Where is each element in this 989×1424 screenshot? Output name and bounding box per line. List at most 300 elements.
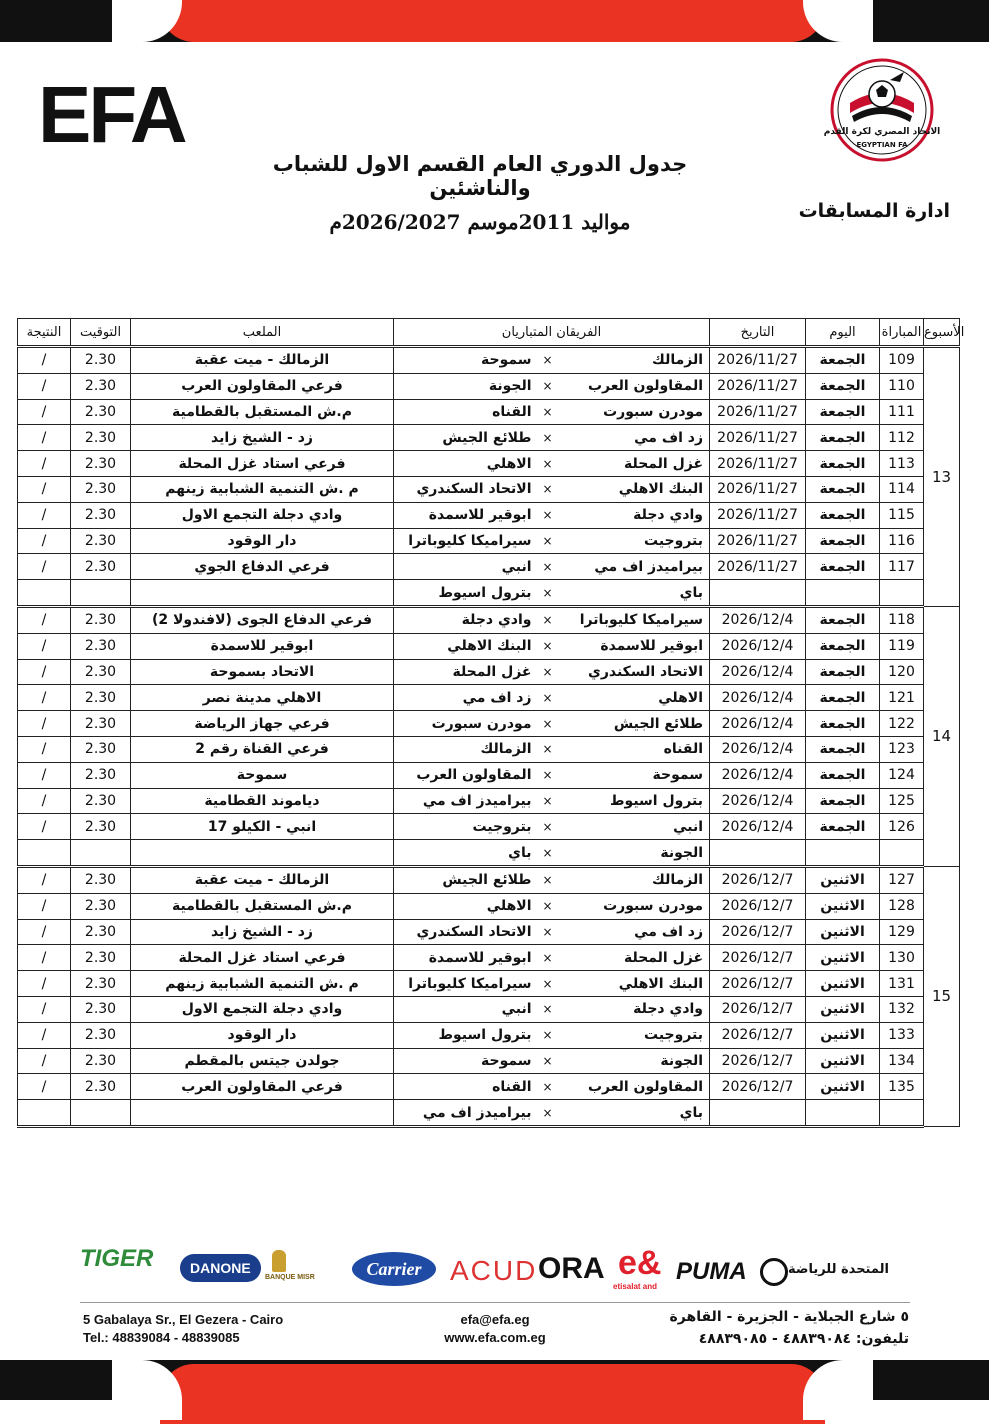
day-cell: الجمعة	[806, 425, 880, 451]
address-ar-line2: تليفون: ٤٨٨٣٩٠٨٤ - ٤٨٨٣٩٠٨٥	[698, 1331, 909, 1347]
time-cell: 2.30	[71, 425, 131, 451]
table-row	[18, 476, 960, 502]
home-team-cell: زد اف مي	[558, 425, 710, 451]
date-cell: 2026/12/7	[710, 1048, 806, 1074]
result-cell: /	[18, 788, 71, 814]
day-cell: الاثنين	[806, 866, 880, 893]
day-cell: الجمعة	[806, 347, 880, 374]
time-cell: 2.30	[71, 633, 131, 659]
time-cell: 2.30	[71, 762, 131, 788]
home-team-cell: باي	[558, 580, 710, 607]
stadium-cell: فرعي الدفاع الجوى (لافندولا 2)	[131, 606, 394, 633]
result-cell: /	[18, 1048, 71, 1074]
match-number-cell: 134	[880, 1048, 924, 1074]
away-team-cell: سيراميكا كليوباترا	[394, 971, 538, 997]
table-row	[18, 996, 960, 1022]
match-number-cell: 110	[880, 373, 924, 399]
match-number-cell: 113	[880, 451, 924, 477]
time-cell: 2.30	[71, 893, 131, 919]
col-stadium: الملعب	[131, 319, 394, 347]
date-cell: 2026/12/4	[710, 606, 806, 633]
week-number-cell: 13	[924, 347, 960, 607]
stadium-cell: فرعي المقاولون العرب	[131, 1074, 394, 1100]
home-team-cell: بتروجيت	[558, 528, 710, 554]
home-team-cell: سيراميكا كليوباترا	[558, 606, 710, 633]
table-row	[18, 528, 960, 554]
stadium-cell: زد - الشيخ زايد	[131, 425, 394, 451]
table-row	[18, 554, 960, 580]
away-team-cell: بترول اسيوط	[394, 1022, 538, 1048]
result-cell: /	[18, 633, 71, 659]
result-cell: /	[18, 659, 71, 685]
versus-mark: ×	[538, 606, 558, 633]
result-cell: /	[18, 528, 71, 554]
versus-mark: ×	[538, 945, 558, 971]
schedule-table	[17, 318, 965, 1128]
time-cell: 2.30	[71, 476, 131, 502]
time-cell: 2.30	[71, 814, 131, 840]
versus-mark: ×	[538, 866, 558, 893]
time-cell: 2.30	[71, 685, 131, 711]
day-cell: الجمعة	[806, 476, 880, 502]
date-cell: 2026/12/4	[710, 788, 806, 814]
department-label: ادارة المسابقات	[798, 200, 950, 222]
stadium-cell	[131, 580, 394, 607]
time-cell: 2.30	[71, 1048, 131, 1074]
date-cell: 2026/12/4	[710, 736, 806, 762]
time-cell: 2.30	[71, 347, 131, 374]
sponsor-acud: ACUD	[450, 1255, 538, 1286]
date-cell: 2026/12/7	[710, 866, 806, 893]
away-team-cell: الاهلي	[394, 451, 538, 477]
stadium-cell: جولدن جيتس بالمقطم	[131, 1048, 394, 1074]
bottom-decor-band	[0, 1360, 989, 1400]
day-cell: الجمعة	[806, 502, 880, 528]
home-team-cell: البنك الاهلي	[558, 476, 710, 502]
stadium-cell: الزمالك - ميت عقبة	[131, 347, 394, 374]
match-number-cell: 127	[880, 866, 924, 893]
home-team-cell: بترول اسيوط	[558, 788, 710, 814]
result-cell: /	[18, 347, 71, 374]
away-team-cell: انبي	[394, 554, 538, 580]
footer-website: www.efa.com.eg	[444, 1330, 546, 1345]
united-sports-icon	[760, 1258, 788, 1286]
table-row	[18, 1048, 960, 1074]
match-number-cell	[880, 1100, 924, 1127]
date-cell: 2026/12/7	[710, 1022, 806, 1048]
match-number-cell: 126	[880, 814, 924, 840]
result-cell: /	[18, 919, 71, 945]
date-cell: 2026/12/4	[710, 659, 806, 685]
top-band-cutout-left	[112, 0, 182, 42]
match-number-cell	[880, 840, 924, 867]
table-row	[18, 919, 960, 945]
away-team-cell: ابوقير للاسمدة	[394, 502, 538, 528]
day-cell	[806, 580, 880, 607]
table-row	[18, 814, 960, 840]
match-number-cell: 133	[880, 1022, 924, 1048]
away-team-cell: ابوقير للاسمدة	[394, 945, 538, 971]
away-team-cell: القناه	[394, 399, 538, 425]
result-cell: /	[18, 971, 71, 997]
result-cell: /	[18, 399, 71, 425]
col-date: التاريخ	[710, 319, 806, 347]
time-cell: 2.30	[71, 373, 131, 399]
day-cell: الجمعة	[806, 736, 880, 762]
date-cell: 2026/12/7	[710, 971, 806, 997]
stadium-cell: فرعي المقاولون العرب	[131, 373, 394, 399]
stadium-cell: م.ش المستقبل بالقطامية	[131, 893, 394, 919]
home-team-cell: غزل المحلة	[558, 451, 710, 477]
result-cell: /	[18, 685, 71, 711]
away-team-cell: زد اف مي	[394, 685, 538, 711]
date-cell: 2026/11/27	[710, 554, 806, 580]
bottom-band-cutout-right	[803, 1360, 873, 1420]
sponsor-united-sports: المتحدة للرياضة	[788, 1262, 889, 1277]
result-cell: /	[18, 373, 71, 399]
versus-mark: ×	[538, 996, 558, 1022]
day-cell: الجمعة	[806, 373, 880, 399]
result-cell: /	[18, 606, 71, 633]
versus-mark: ×	[538, 528, 558, 554]
footer-contact	[430, 1311, 560, 1347]
table-header-row	[18, 319, 960, 347]
away-team-cell: الزمالك	[394, 736, 538, 762]
versus-mark: ×	[538, 580, 558, 607]
home-team-cell: البنك الاهلي	[558, 971, 710, 997]
day-cell	[806, 1100, 880, 1127]
date-cell: 2026/11/27	[710, 502, 806, 528]
day-cell: الجمعة	[806, 528, 880, 554]
table-row	[18, 399, 960, 425]
match-number-cell: 121	[880, 685, 924, 711]
match-number-cell	[880, 580, 924, 607]
col-time: التوقيت	[71, 319, 131, 347]
time-cell: 2.30	[71, 1074, 131, 1100]
match-number-cell: 118	[880, 606, 924, 633]
week-number-cell: 15	[924, 866, 960, 1126]
table-row	[18, 971, 960, 997]
day-cell: الاثنين	[806, 1048, 880, 1074]
day-cell: الجمعة	[806, 659, 880, 685]
versus-mark: ×	[538, 373, 558, 399]
table-row	[18, 633, 960, 659]
col-teams: الفريقان المتباريان	[394, 319, 710, 347]
home-team-cell: الاتحاد السكندري	[558, 659, 710, 685]
date-cell: 2026/11/27	[710, 347, 806, 374]
versus-mark: ×	[538, 502, 558, 528]
versus-mark: ×	[538, 1100, 558, 1127]
versus-mark: ×	[538, 762, 558, 788]
versus-mark: ×	[538, 554, 558, 580]
day-cell: الجمعة	[806, 814, 880, 840]
away-team-cell: باي	[394, 840, 538, 867]
home-team-cell: الجونة	[558, 840, 710, 867]
date-cell: 2026/12/4	[710, 633, 806, 659]
table-row	[18, 736, 960, 762]
time-cell: 2.30	[71, 711, 131, 737]
bottom-band-cutout-left	[112, 1360, 182, 1420]
document-title: جدول الدوري العام القسم الاول للشباب والناشئين	[272, 152, 688, 200]
date-cell: 2026/12/7	[710, 1074, 806, 1100]
time-cell: 2.30	[71, 451, 131, 477]
etisalat-logo-icon: e&	[618, 1244, 662, 1282]
match-number-cell: 109	[880, 347, 924, 374]
sponsor-banque-misr: BANQUE MISR	[265, 1274, 315, 1281]
bottom-red-pill	[160, 1364, 825, 1424]
day-cell: الجمعة	[806, 554, 880, 580]
stadium-cell: فرعي الدفاع الجوي	[131, 554, 394, 580]
table-row	[18, 762, 960, 788]
table-row	[18, 711, 960, 737]
time-cell	[71, 580, 131, 607]
table-row	[18, 840, 960, 867]
table-row	[18, 685, 960, 711]
time-cell: 2.30	[71, 971, 131, 997]
table-row	[18, 373, 960, 399]
date-cell: 2026/12/4	[710, 711, 806, 737]
date-cell: 2026/12/4	[710, 685, 806, 711]
day-cell: الاثنين	[806, 1074, 880, 1100]
versus-mark: ×	[538, 788, 558, 814]
day-cell: الجمعة	[806, 399, 880, 425]
away-team-cell: الاتحاد السكندري	[394, 919, 538, 945]
versus-mark: ×	[538, 399, 558, 425]
time-cell: 2.30	[71, 528, 131, 554]
stadium-cell: م.ش المستقبل بالقطامية	[131, 399, 394, 425]
top-band-cutout-right	[803, 0, 873, 42]
stadium-cell: انبي - الكيلو 17	[131, 814, 394, 840]
address-ar-line1: ٥ شارع الجبلاية - الجزيرة - القاهرة	[669, 1309, 909, 1325]
footer-address-en	[83, 1311, 283, 1347]
stadium-cell: فرعي استاد غزل المحلة	[131, 451, 394, 477]
away-team-cell: البنك الاهلي	[394, 633, 538, 659]
match-number-cell: 122	[880, 711, 924, 737]
match-number-cell: 124	[880, 762, 924, 788]
away-team-cell: الاهلي	[394, 893, 538, 919]
versus-mark: ×	[538, 814, 558, 840]
result-cell: /	[18, 451, 71, 477]
time-cell: 2.30	[71, 399, 131, 425]
versus-mark: ×	[538, 971, 558, 997]
time-cell: 2.30	[71, 919, 131, 945]
time-cell: 2.30	[71, 554, 131, 580]
time-cell: 2.30	[71, 606, 131, 633]
col-result: النتيجة	[18, 319, 71, 347]
document-subtitle: مواليد 2011موسم 2026/2027م	[329, 210, 631, 234]
time-cell: 2.30	[71, 736, 131, 762]
day-cell: الجمعة	[806, 788, 880, 814]
top-decor-band	[0, 0, 989, 42]
footer-address-ar	[589, 1306, 909, 1350]
match-number-cell: 123	[880, 736, 924, 762]
date-cell	[710, 840, 806, 867]
home-team-cell: سموحة	[558, 762, 710, 788]
stadium-cell: سموحة	[131, 762, 394, 788]
table-row	[18, 347, 960, 374]
match-number-cell: 116	[880, 528, 924, 554]
time-cell: 2.30	[71, 659, 131, 685]
versus-mark: ×	[538, 633, 558, 659]
match-number-cell: 132	[880, 996, 924, 1022]
date-cell: 2026/12/4	[710, 814, 806, 840]
match-number-cell: 129	[880, 919, 924, 945]
versus-mark: ×	[538, 1022, 558, 1048]
table-row	[18, 606, 960, 633]
versus-mark: ×	[538, 840, 558, 867]
time-cell: 2.30	[71, 788, 131, 814]
footer-rule	[80, 1302, 910, 1303]
date-cell: 2026/11/27	[710, 476, 806, 502]
result-cell: /	[18, 425, 71, 451]
away-team-cell: انبي	[394, 996, 538, 1022]
result-cell: /	[18, 1022, 71, 1048]
stadium-cell: الاتحاد بسموحة	[131, 659, 394, 685]
match-number-cell: 117	[880, 554, 924, 580]
banque-misr-icon	[272, 1250, 286, 1272]
time-cell: 2.30	[71, 1022, 131, 1048]
home-team-cell: الجونة	[558, 1048, 710, 1074]
result-cell: /	[18, 476, 71, 502]
time-cell: 2.30	[71, 996, 131, 1022]
match-number-cell: 128	[880, 893, 924, 919]
day-cell: الجمعة	[806, 685, 880, 711]
home-team-cell: بتروجيت	[558, 1022, 710, 1048]
home-team-cell: ابوقير للاسمدة	[558, 633, 710, 659]
schedule-body	[18, 347, 960, 1127]
home-team-cell: الاهلي	[558, 685, 710, 711]
date-cell: 2026/12/7	[710, 919, 806, 945]
stadium-cell: الاهلي مدينة نصر	[131, 685, 394, 711]
away-team-cell: المقاولون العرب	[394, 762, 538, 788]
date-cell: 2026/12/4	[710, 762, 806, 788]
col-match: المباراة	[880, 319, 924, 347]
match-number-cell: 131	[880, 971, 924, 997]
time-cell	[71, 840, 131, 867]
result-cell: /	[18, 711, 71, 737]
day-cell: الجمعة	[806, 762, 880, 788]
table-row	[18, 659, 960, 685]
versus-mark: ×	[538, 1048, 558, 1074]
away-team-cell: سيراميكا كليوباترا	[394, 528, 538, 554]
result-cell: /	[18, 502, 71, 528]
home-team-cell: المقاولون العرب	[558, 1074, 710, 1100]
result-cell: /	[18, 762, 71, 788]
home-team-cell: الزمالك	[558, 347, 710, 374]
away-team-cell: الجونة	[394, 373, 538, 399]
address-en-line1: 5 Gabalaya Sr., El Gezera - Cairo	[83, 1312, 284, 1327]
col-day: اليوم	[806, 319, 880, 347]
result-cell: /	[18, 866, 71, 893]
date-cell	[710, 580, 806, 607]
day-cell: الجمعة	[806, 606, 880, 633]
day-cell: الجمعة	[806, 451, 880, 477]
table-row	[18, 1022, 960, 1048]
stadium-cell	[131, 840, 394, 867]
date-cell: 2026/11/27	[710, 399, 806, 425]
home-team-cell: زد اف مي	[558, 919, 710, 945]
time-cell	[71, 1100, 131, 1127]
result-cell	[18, 580, 71, 607]
day-cell: الاثنين	[806, 971, 880, 997]
home-team-cell: انبي	[558, 814, 710, 840]
match-number-cell: 125	[880, 788, 924, 814]
sponsor-ora: ORA	[538, 1252, 605, 1285]
result-cell: /	[18, 893, 71, 919]
match-number-cell: 114	[880, 476, 924, 502]
versus-mark: ×	[538, 919, 558, 945]
result-cell: /	[18, 554, 71, 580]
result-cell: /	[18, 814, 71, 840]
result-cell: /	[18, 945, 71, 971]
away-team-cell: غزل المحلة	[394, 659, 538, 685]
stadium-cell: دياموند القطامية	[131, 788, 394, 814]
time-cell: 2.30	[71, 866, 131, 893]
versus-mark: ×	[538, 685, 558, 711]
result-cell	[18, 840, 71, 867]
home-team-cell: مودرن سبورت	[558, 893, 710, 919]
away-team-cell: مودرن سبورت	[394, 711, 538, 737]
away-team-cell: سموحة	[394, 1048, 538, 1074]
away-team-cell: بترول اسيوط	[394, 580, 538, 607]
date-cell: 2026/11/27	[710, 425, 806, 451]
date-cell: 2026/11/27	[710, 451, 806, 477]
table-row	[18, 945, 960, 971]
stadium-cell: فرعي القناة رقم 2	[131, 736, 394, 762]
time-cell: 2.30	[71, 945, 131, 971]
result-cell: /	[18, 1074, 71, 1100]
date-cell	[710, 1100, 806, 1127]
date-cell: 2026/12/7	[710, 893, 806, 919]
versus-mark: ×	[538, 347, 558, 374]
date-cell: 2026/11/27	[710, 528, 806, 554]
match-number-cell: 119	[880, 633, 924, 659]
table-row	[18, 788, 960, 814]
versus-mark: ×	[538, 711, 558, 737]
table-row	[18, 893, 960, 919]
day-cell: الاثنين	[806, 996, 880, 1022]
sponsor-puma: PUMA	[676, 1258, 747, 1285]
home-team-cell: مودرن سبورت	[558, 399, 710, 425]
stadium-cell: م .ش التنمية الشبابية زينهم	[131, 476, 394, 502]
table-row	[18, 866, 960, 893]
result-cell: /	[18, 996, 71, 1022]
stadium-cell	[131, 1100, 394, 1127]
date-cell: 2026/12/7	[710, 996, 806, 1022]
time-cell: 2.30	[71, 502, 131, 528]
table-row	[18, 451, 960, 477]
away-team-cell: بيراميدز اف مي	[394, 1100, 538, 1127]
match-number-cell: 111	[880, 399, 924, 425]
col-week: الأسبوع	[924, 319, 960, 347]
day-cell: الاثنين	[806, 1022, 880, 1048]
table-row	[18, 1074, 960, 1100]
versus-mark: ×	[538, 893, 558, 919]
day-cell: الجمعة	[806, 711, 880, 737]
stadium-cell: دار الوقود	[131, 1022, 394, 1048]
stadium-cell: فرعي جهاز الرياضة	[131, 711, 394, 737]
match-number-cell: 130	[880, 945, 924, 971]
result-cell	[18, 1100, 71, 1127]
stadium-cell: الزمالك - ميت عقبة	[131, 866, 394, 893]
sponsor-danone: DANONE	[180, 1254, 261, 1282]
home-team-cell: الزمالك	[558, 866, 710, 893]
home-team-cell: غزل المحلة	[558, 945, 710, 971]
away-team-cell: سموحة	[394, 347, 538, 374]
away-team-cell: بيراميدز اف مي	[394, 788, 538, 814]
versus-mark: ×	[538, 1074, 558, 1100]
stadium-cell: وادي دجلة التجمع الاول	[131, 996, 394, 1022]
